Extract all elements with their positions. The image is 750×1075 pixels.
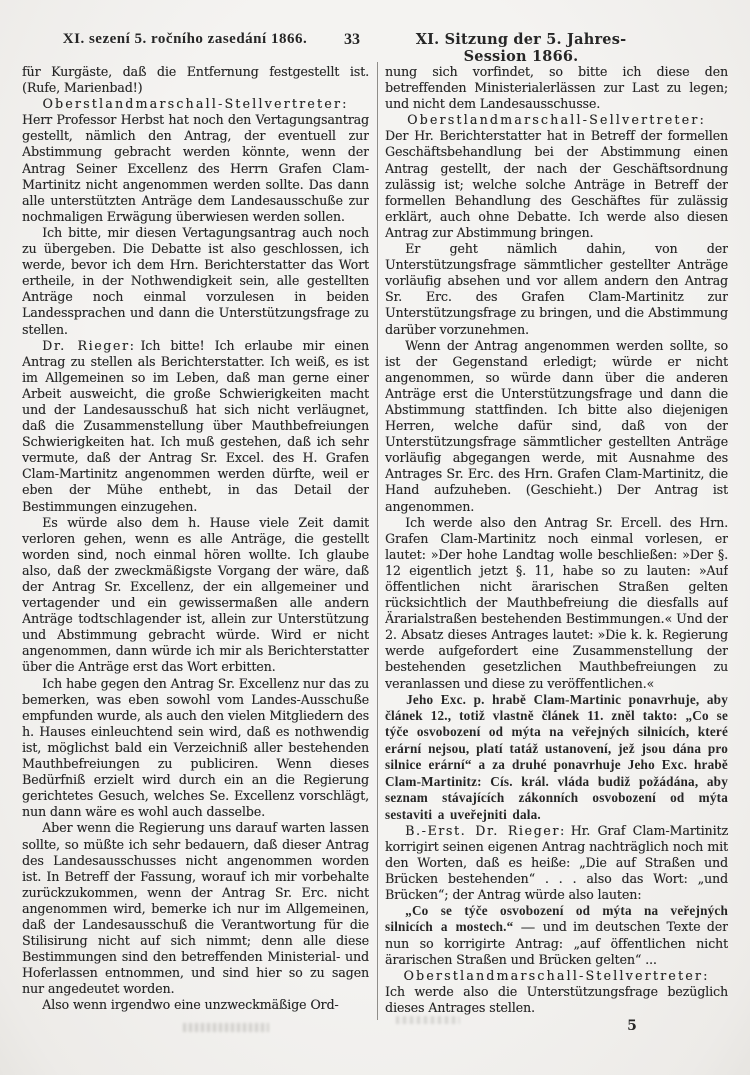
header-title-czech: XI. sezení 5. ročního zasedání 1866.: [62, 31, 308, 47]
paragraph-continuation: nung sich vorfindet, so bitte ich diese den betreffenden Ministerialerlässen zur Last zu legen; und nicht dem Landesausschusse.: [385, 64, 728, 112]
speaker-name: Dr. Rieger:: [42, 337, 136, 353]
paragraph-czech: Jeho Exc. p. hrabě Clam-Martinic ponavrhuje, aby článek 12., totiž vlastně článek 11. zněl takto: „Co se týče osvobození od mýta na veřejných silnicích, které erární nejsou, platí tatáž ustanovení, jež jsou dána pro silnice erární“ a za druhé ponavrhuje Jeho Exc. hrabě Clam-Martinitz: Cís. král. vláda budiž požádána, aby seznam stávajících zákonních osvobození od mýta sestaviti a uveřejniti dala.: [385, 691, 728, 822]
paragraph: Ich bitte, mir diesen Vertagungsantrag auch noch zu übergeben. Die Debatte ist also geschlossen, ich werde, bevor ich dem Hrn. Berichterstatter das Wort ertheile, in der Nothwendigkeit sein, alle gestellten Anträge noch einmal vorzulesen in beiden Landessprachen und dann die Unterstützungsfrage zu stellen.: [22, 224, 369, 337]
paragraph: Ich habe gegen den Antrag Sr. Excellenz nur das zu bemerken, was eben sowohl vom Landes-Ausschuße empfunden wurde, als auch den vielen Mitgliedern des h. Hauses einleuchtend sein wird, daß es nothwendig ist, möglichst bald ein Verzeichniß aller bestehenden Mauthbefreiungen zu publiciren. Wenn dieses Bedürfniß erzielt wird durch ein an die Regierung gerichtetes Gesuch, welches Se. Excellenz vorschlägt, nun dann wäre es wohl auch dasselbe.: [22, 675, 369, 820]
header-title-german: XI. Sitzung der 5. Jahres-Session 1866.: [415, 31, 627, 65]
signature-mark: 5: [627, 1018, 637, 1034]
paragraph: Wenn der Antrag angenommen werden sollte, so ist der Gegenstand erledigt; würde er nicht angenommen, so würde dann über die anderen Anträge erst die Unterstützungsfrage und dann die Abstimmung stattfinden. Ich bitte also diejenigen Herren, welche dafür sind, daß von der Unterstützungsfrage sämmtlicher gestellten Anträge vorläufig abgegangen werde, mit Ausnahme des Antrages Sr. Erc. des Hrn. Grafen Clam-Martinitz, die Hand aufzuheben. (Geschieht.) Der Antrag ist angenommen.: [385, 337, 728, 514]
paragraph: Es würde also dem h. Hause viele Zeit damit verloren gehen, wenn es alle Anträge, die gestellt worden sind, noch einmal hören wollte. Ich glaube also, daß der zweckmäßigste Vorgang der wäre, daß der Antrag Sr. Excellenz, der ein allgemeiner und vertagender und ein gewissermaßen alle andern Anträge todtschlagender ist, allein zur Unterstützung und Abstimmung gebracht würde. Wird er nicht angenommen, dann würde ich mir als Berichterstatter über die Anträge erst das Wort erbitten.: [22, 514, 369, 675]
paragraph: Also wenn irgendwo eine unzweckmäßige Ord-: [42, 997, 339, 1013]
speaker-heading: Oberstlandmarschall-Stellvertreter:: [403, 967, 710, 983]
paragraph-mixed: [385, 903, 728, 967]
speaker-heading: Oberstlandmarschall-Stellvertreter:: [42, 96, 349, 112]
page-header: [0, 31, 750, 65]
paragraph: [22, 338, 369, 515]
column-divider-rule: [377, 62, 378, 1020]
right-column: [385, 64, 728, 1029]
paragraph-text-czech: „Co se týče osvobození od mýta na veřejných silnicích a mostech.“ —: [385, 903, 728, 935]
paragraph: Herr Professor Herbst hat noch den Vertagungsantrag gestellt, nämlich den Antrag, der eventuell zur Abstimmung gebracht werden könnte, wenn der Antrag Seiner Excellenz des Herrn Grafen Clam-Martinitz nicht angenommen werden sollte. Das dann alle unterstützten Anträge dem Landesausschuße zur nochmaligen Erwägung überwiesen werden sollen.: [22, 112, 369, 224]
paragraph-continuation: für Kurgäste, daß die Entfernung festgestellt ist. (Rufe, Marienbad!): [22, 64, 369, 96]
speaker-heading: Oberstlandmarschall-Sellvertreter:: [407, 112, 706, 128]
left-column: [22, 64, 369, 1029]
paragraph: Er geht nämlich dahin, von der Unterstützungsfrage sämmtlicher gestellter Anträge vorläufig absehen und vor allem andern den Antrag Sr. Erc. des Grafen Clam-Martinitz zur Unterstützungsfrage zu bringen, und die Abstimmung darüber vorzunehmen.: [385, 241, 728, 337]
paragraph: Aber wenn die Regierung uns darauf warten lassen sollte, so müßte ich sehr bedauern, daß dieser Antrag des Landesausschusses nicht angenommen worden ist. In Betreff der Fassung, worauf ich mir vorbehalte zurückzukommen, wenn der Antrag Sr. Erc. nicht angenommen wird, bemerke ich nur im Allgemeinen, daß der Landesausschuß die Verantwortung für die Stilisirung nicht auf sich nimmt; denn alle diese Bestimmungen sind den betreffenden Ministerial- und Hoferlassen entnommen, und sind hier so zu sagen nur angedeutet worden.: [22, 820, 369, 997]
paragraph: [385, 823, 728, 903]
paragraph-text-german: und im deutschen Texte der nun so korrigirte Antrag: „auf öffentlichen nicht ärarischen Straßen und Brücken gelten“ ...: [385, 919, 728, 967]
paragraph: Ich werde also den Antrag Sr. Ercell. des Hrn. Grafen Clam-Martinitz noch einmal vorlesen, er lautet: »Der hohe Landtag wolle beschließen: »Der §. 12 eigentlich jetzt §. 11, habe so zu lauten: »Auf öffentlichen nicht ärarischen Straßen gelten rücksichtlich der Mauthbefreiung die diesfalls auf Ärarialstraßen bestehenden Bestimmungen.« Und der 2. Absatz dieses Antrages lautet: »Die k. k. Regierung werde aufgefordert eine Zusammenstellung der bestehenden gesetzlichen Mauthbefreiungen zu veranlassen und diese zu veröffentlichen.«: [385, 514, 728, 691]
page-number: 33: [344, 31, 360, 48]
paragraph-text: Hr. Graf Clam-Martinitz korrigirt seinen eigenen Antrag nachträglich noch mit den Worten, daß es heiße: „Die auf Straßen und Brücken bestehenden“ . . . also das Wort: „und Brücken“; der Antrag würde also lauten:: [385, 822, 728, 903]
speaker-name: B.-Erst. Dr. Rieger:: [405, 822, 566, 838]
paragraph-text: Ich bitte! Ich erlaube mir einen Antrag zu stellen als Berichterstatter. Ich weiß, es ist im Allgemeinen so im Leben, daß man gerne einer Arbeit ausweicht, die große Schwierigkeiten macht und der Landesausschuß hat sich nicht verläugnet, daß die Zusammenstellung über Mauthbefreiungen Schwierigkeiten hat. Ich muß gestehen, daß ich sehr vermute, daß der Antrag Sr. Excel. des H. Grafen Clam-Martinitz angenommen werden dürfte, weil er eben der Mühe enthebt, in das Detail der Bestimmungen einzugehen.: [22, 337, 369, 514]
paragraph: Der Hr. Berichterstatter hat in Betreff der formellen Geschäftsbehandlung bei der Abstimmung einen Antrag gestellt, der nach der Geschäftsordnung zulässig ist; welche solche Anträge in Betreff der formellen Behandlung des Geschäftes für zulässig erklärt, auch ohne Debatte. Ich werde also diesen Antrag zur Abstimmung bringen.: [385, 128, 728, 240]
paragraph: Ich werde also die Unterstützungsfrage bezüglich dieses Antrages stellen.: [385, 983, 728, 1015]
